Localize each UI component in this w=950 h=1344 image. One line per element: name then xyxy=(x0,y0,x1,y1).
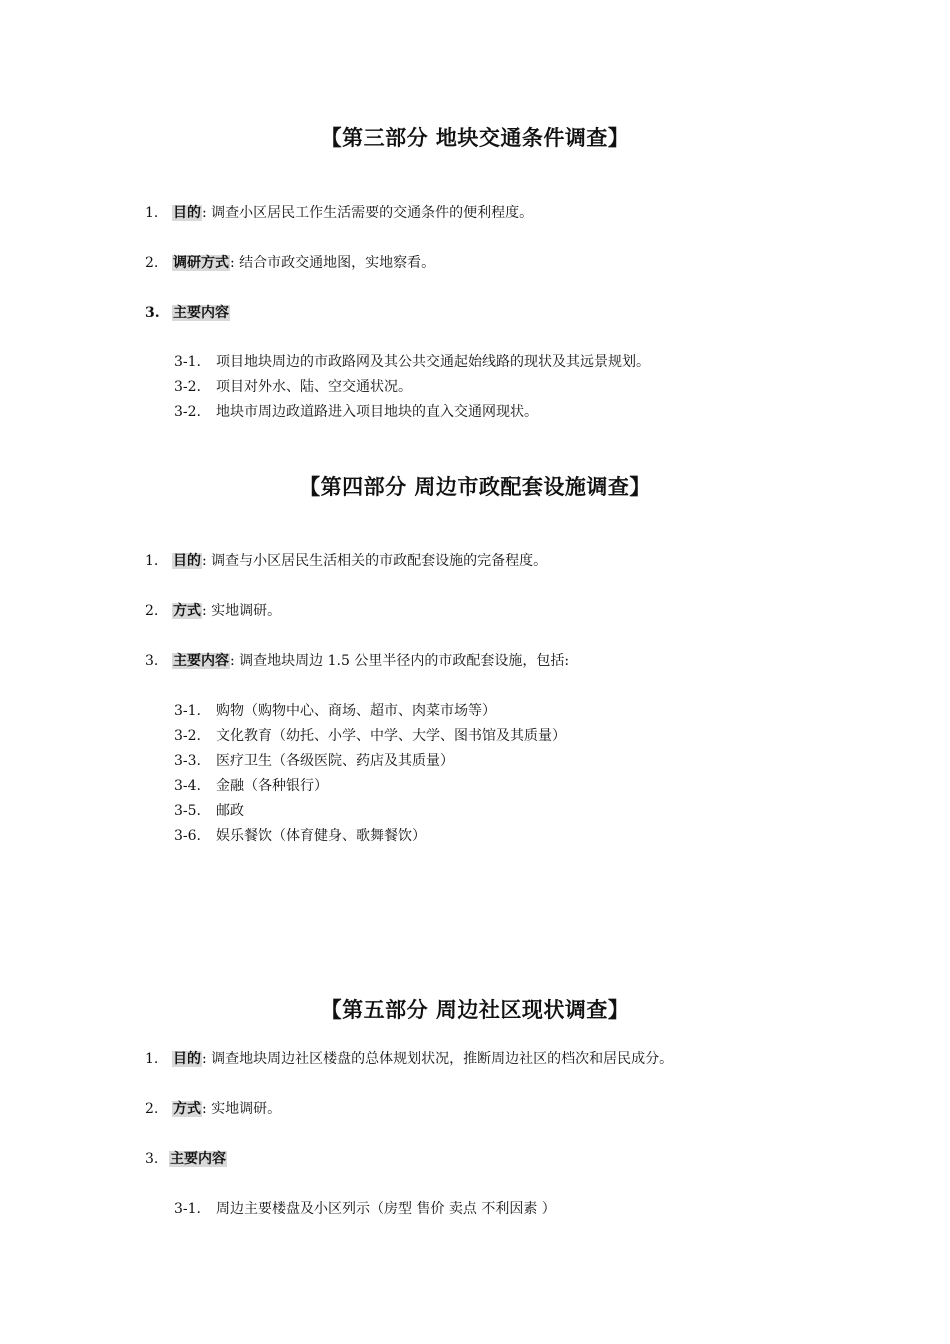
sec5-sub-item xyxy=(174,1198,556,1218)
section-5-title: 【第五部分 周边社区现状调查】 xyxy=(320,998,630,1022)
sub-number: 3-1. xyxy=(174,703,201,719)
sec5-item-method xyxy=(145,1098,281,1118)
sub-text: 文化教育（幼托、小学、中学、大学、图书馆及其质量） xyxy=(216,728,566,744)
sec4-item-method xyxy=(145,600,281,620)
sec3-sub-item xyxy=(174,351,650,371)
sub-text: 周边主要楼盘及小区列示（房型 售价 卖点 不利因素 ） xyxy=(216,1201,556,1217)
sec4-item-content xyxy=(145,650,569,670)
sub-text: 项目地块周边的市政路网及其公共交通起始线路的现状及其远景规划。 xyxy=(216,354,650,370)
sub-text: 购物（购物中心、商场、超市、肉菜市场等） xyxy=(216,703,496,719)
sub-text: 娱乐餐饮（体育健身、歌舞餐饮） xyxy=(216,828,426,844)
sec3-sub-item xyxy=(174,401,538,421)
sub-text: 项目对外水、陆、空交通状况。 xyxy=(216,379,412,395)
item-number: 2. xyxy=(145,603,159,619)
sec3-item-method xyxy=(145,252,435,272)
section-3-title: 【第三部分 地块交通条件调查】 xyxy=(320,126,630,150)
sub-number: 3-2. xyxy=(174,379,201,395)
item-number: 2. xyxy=(145,1101,159,1117)
item-text: : 实地调研。 xyxy=(202,603,282,619)
item-key: 主要内容 xyxy=(173,305,229,321)
sub-number: 3-1. xyxy=(174,1201,201,1217)
item-text: : 实地调研。 xyxy=(202,1101,282,1117)
item-key: 调研方式 xyxy=(173,255,229,271)
item-key: 目的 xyxy=(173,1051,201,1067)
sec5-item-content xyxy=(145,1148,227,1168)
sub-number: 3-2. xyxy=(174,404,201,420)
sec3-item-content xyxy=(145,302,230,322)
sub-text: 邮政 xyxy=(216,803,244,819)
sub-text: 医疗卫生（各级医院、药店及其质量） xyxy=(216,753,454,769)
sub-number: 3-6. xyxy=(174,828,201,844)
item-key: 主要内容 xyxy=(173,653,229,669)
item-text: : 调查与小区居民生活相关的市政配套设施的完备程度。 xyxy=(202,553,548,569)
sec4-item-purpose xyxy=(145,550,547,570)
sub-number: 3-4. xyxy=(174,778,201,794)
sub-number: 3-2. xyxy=(174,728,201,744)
sub-number: 3-3. xyxy=(174,753,201,769)
item-text: : 调查地块周边 1.5 公里半径内的市政配套设施，包括: xyxy=(230,653,570,669)
sec5-item-purpose xyxy=(145,1048,673,1068)
item-key: 目的 xyxy=(173,205,201,221)
item-text: : 调查地块周边社区楼盘的总体规划状况，推断周边社区的档次和居民成分。 xyxy=(202,1051,674,1067)
sec3-sub-item xyxy=(174,376,412,396)
item-number: 1. xyxy=(145,553,159,569)
item-number: 1. xyxy=(145,205,159,221)
item-key: 方式 xyxy=(173,603,201,619)
sec4-sub-item xyxy=(174,825,426,845)
item-number: 2. xyxy=(145,255,159,271)
sec4-sub-item xyxy=(174,750,454,770)
sub-text: 地块市周边政道路进入项目地块的直入交通网现状。 xyxy=(216,404,538,420)
item-number: 3. xyxy=(145,305,160,321)
sub-number: 3-5. xyxy=(174,803,201,819)
sec4-sub-item xyxy=(174,725,566,745)
item-number: 3. xyxy=(145,1151,159,1167)
item-key: 主要内容 xyxy=(170,1151,226,1167)
sec4-sub-item xyxy=(174,775,328,795)
sub-text: 金融（各种银行） xyxy=(216,778,328,794)
item-text: : 调查小区居民工作生活需要的交通条件的便利程度。 xyxy=(202,205,534,221)
section-4-title: 【第四部分 周边市政配套设施调查】 xyxy=(299,475,651,499)
sub-number: 3-1. xyxy=(174,354,201,370)
sec4-sub-item xyxy=(174,700,496,720)
item-number: 3. xyxy=(145,653,159,669)
item-key: 目的 xyxy=(173,553,201,569)
sec3-item-purpose xyxy=(145,202,533,222)
item-key: 方式 xyxy=(173,1101,201,1117)
item-text: : 结合市政交通地图，实地察看。 xyxy=(230,255,436,271)
item-number: 1. xyxy=(145,1051,159,1067)
sec4-sub-item xyxy=(174,800,244,820)
